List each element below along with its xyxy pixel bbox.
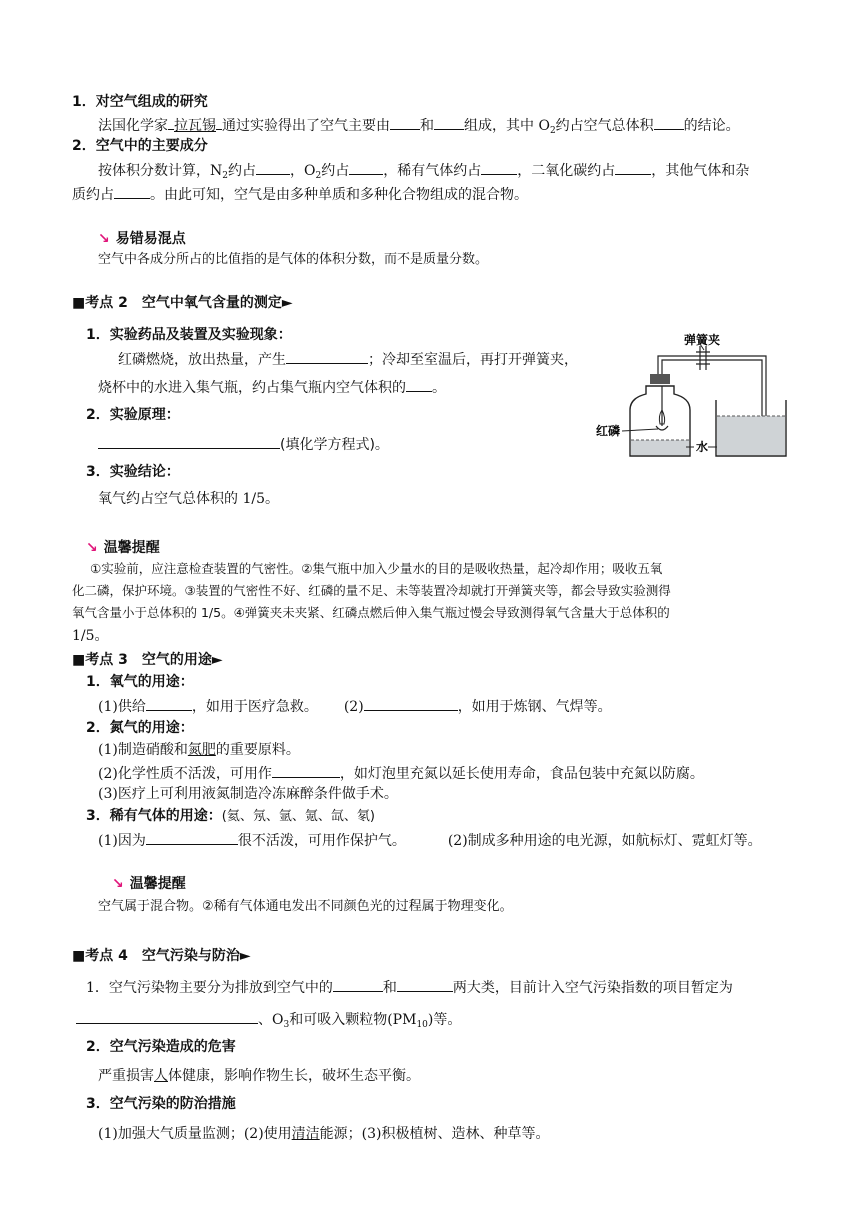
spring-clip-label: 弹簧夹 (684, 333, 721, 347)
text: (2)化学性质不活泼，可用作 (98, 766, 272, 782)
kp3-item-2-title: 2．氮气的用途： (86, 720, 194, 736)
kp3-item-3-title (86, 806, 375, 827)
tip-1-text: 空气中各成分所占的比值指的是气体的体积分数，而不是质量分数。 (98, 252, 489, 267)
kp4-item-3-line (98, 1124, 550, 1144)
text: ，如灯泡里充氮以延长使用寿命，食品包装中充氮以防腐。 (339, 766, 704, 782)
arrow-icon: ↘ (98, 231, 110, 247)
text: ，如用于医疗急救。 (191, 699, 318, 715)
text: 和可吸入颗粒物(PM (289, 1012, 417, 1028)
tip-1-title (98, 229, 186, 249)
blank[interactable] (114, 183, 150, 199)
kp3-item-2-line-3: (3)医疗上可利用液氮制造冷冻麻醉条件做手术。 (98, 786, 398, 802)
kp2-item-1-title: 1．实验药品及装置及实验现象： (86, 327, 292, 343)
tip-3-text: 空气属于混合物。②稀有气体通电发出不同颜色光的过程属于物理变化。 (98, 899, 513, 914)
blank[interactable] (146, 829, 238, 845)
kp3-item-1-title: 1．氧气的用途： (86, 674, 194, 690)
text: ，O (289, 163, 316, 179)
blank[interactable] (333, 976, 383, 992)
kp2-item-1-line-1 (118, 348, 578, 370)
text: ，二氧化碳约占 (517, 163, 616, 179)
gases-list: (氦、氖、氩、氪、氙、氡) (221, 809, 375, 824)
underlined-word: 清洁 (291, 1126, 320, 1142)
tip-2-title-text: 温馨提醒 (103, 540, 160, 556)
label-line (622, 429, 658, 431)
text: (2) (343, 699, 364, 715)
blank[interactable] (397, 976, 453, 992)
blank[interactable] (390, 114, 420, 130)
kp3-item-2-line-2 (98, 762, 704, 784)
kp2-item-3-line-1: 氧气约占空气总体积的 1/5。 (98, 491, 279, 507)
subscript: 2 (315, 171, 322, 181)
text: 严重损害 (98, 1068, 154, 1084)
subscript: 2 (222, 171, 228, 181)
tip-3-title-text: 温馨提醒 (129, 876, 186, 892)
subscript: 3 (283, 1020, 290, 1030)
underlined-word: 人 (154, 1068, 168, 1084)
tip-2-line-1: ①实验前，应注意检查装置的气密性。②集气瓶中加入少量水的目的是吸收热量，起冷却作用；吸收五氧 (90, 561, 663, 576)
blank[interactable] (406, 376, 432, 392)
text: ，其他气体和杂 (651, 163, 750, 179)
blank[interactable] (434, 114, 464, 130)
section-2-line-1 (98, 159, 749, 186)
spring-clip (696, 346, 710, 370)
text: 质约占 (72, 187, 114, 203)
blank[interactable] (481, 159, 517, 175)
text: ，如用于炼钢、气焊等。 (457, 699, 612, 715)
arrow-icon: ↘ (86, 540, 98, 556)
text: (2)制成多种用途的电光源，如航标灯、霓虹灯等。 (447, 833, 762, 849)
tip-1-title-text: 易错易混点 (115, 231, 186, 247)
text: 法国化学家 (98, 118, 168, 134)
kp2-title: ■考点 2 空气中氧气含量的测定► (72, 295, 293, 311)
text: )等。 (427, 1012, 462, 1028)
text: 。由此可知，空气是由多种单质和多种化合物组成的混合物。 (150, 187, 528, 203)
text: 和 (420, 118, 434, 134)
text: 约占 (321, 163, 350, 179)
subscript: 2 (549, 126, 556, 136)
blank[interactable] (146, 695, 192, 711)
text: 的重要原料。 (215, 742, 300, 758)
section-1-title: 1．对空气组成的研究 (72, 94, 208, 110)
apparatus-diagram (596, 330, 796, 460)
kp4-item-1-line-1 (86, 976, 733, 998)
text: 体健康，影响作物生长，破坏生态平衡。 (168, 1068, 420, 1084)
blank[interactable] (286, 348, 368, 364)
text: 很不活泼，可用作保护气。 (237, 833, 406, 849)
text: (1)因为 (98, 833, 146, 849)
subscript: 10 (416, 1020, 428, 1030)
water-label: 水 (696, 440, 709, 454)
text: 3．稀有气体的用途： (86, 808, 222, 824)
kp4-item-1-line-2 (76, 1008, 461, 1035)
text: 。 (432, 380, 446, 396)
kp3-item-3-line (98, 829, 762, 851)
text: 通过实验得出了空气主要由 (222, 118, 390, 134)
kp4-item-3-title: 3．空气污染的防治措施 (86, 1096, 236, 1112)
blank[interactable] (615, 159, 651, 175)
tip-2-line-4: 1/5。 (72, 628, 109, 644)
text: 约占空气总体积 (555, 118, 654, 134)
scientist-name: 拉瓦锡 (174, 118, 216, 134)
underlined-word: 氮肥 (187, 742, 216, 758)
tip-2-title (86, 538, 160, 558)
kp3-item-2-line-1 (98, 740, 300, 760)
kp4-title: ■考点 4 空气污染与防治► (72, 948, 251, 964)
text: 约占 (227, 163, 256, 179)
beaker-water (717, 416, 785, 455)
tip-3-title (112, 874, 186, 894)
section-2-title: 2．空气中的主要成分 (72, 138, 208, 154)
tip-2-line-3: 氧气含量小于总体积的 1/5。④弹簧夹未夹紧、红磷点燃后伸入集气瓶过慢会导致测得氧气含量大于总体积的 (72, 605, 670, 620)
kp2-item-2-line-1 (98, 433, 389, 455)
text: 红磷燃烧，放出热量，产生 (118, 352, 286, 368)
text: (填化学方程式)。 (280, 437, 389, 453)
blank[interactable] (272, 762, 340, 778)
kp4-item-2-line (98, 1066, 420, 1086)
kp3-item-1-line (98, 695, 612, 717)
blank[interactable] (256, 159, 290, 175)
text: 、O (258, 1012, 284, 1028)
text: 的结论。 (683, 118, 740, 134)
stopper (650, 374, 670, 384)
text: 能源；(3)积极植树、造林、种草等。 (319, 1126, 550, 1142)
arrow-icon: ↘ (112, 876, 124, 892)
text: 和 (382, 980, 397, 996)
kp3-title: ■考点 3 空气的用途► (72, 652, 223, 668)
text: ，稀有气体约占 (383, 163, 482, 179)
kp2-item-3-title: 3．实验结论： (86, 464, 180, 480)
tip-2-line-2: 化二磷，保护环境。③装置的气密性不好、红磷的量不足、未等装置冷却就打开弹簧夹等，都会导致实验测得 (72, 583, 671, 598)
blank[interactable] (654, 114, 684, 130)
text: 组成，其中 O (464, 118, 550, 134)
blank[interactable] (364, 695, 458, 711)
section-2-line-2 (72, 183, 528, 205)
text: 1．空气污染物主要分为排放到空气中的 (86, 980, 333, 996)
kp2-item-2-title: 2．实验原理： (86, 407, 180, 423)
blank[interactable] (98, 433, 280, 449)
text: ；冷却至室温后，再打开弹簧夹， (368, 352, 578, 368)
blank[interactable] (349, 159, 383, 175)
kp2-item-1-line-2 (98, 376, 446, 398)
text: 两大类，目前计入空气污染指数的项目暂定为 (452, 980, 733, 996)
red-phosphorus-label: 红磷 (596, 424, 621, 438)
text: (1)加强大气质量监测；(2)使用 (98, 1126, 292, 1142)
text: (1)供给 (98, 699, 146, 715)
kp4-item-2-title: 2．空气污染造成的危害 (86, 1039, 236, 1055)
bottle-water (631, 440, 689, 455)
text: 按体积分数计算，N (98, 163, 223, 179)
blank[interactable] (76, 1008, 258, 1024)
text: 烧杯中的水进入集气瓶，约占集气瓶内空气体积的 (98, 380, 406, 396)
text: (1)制造硝酸和 (98, 742, 188, 758)
